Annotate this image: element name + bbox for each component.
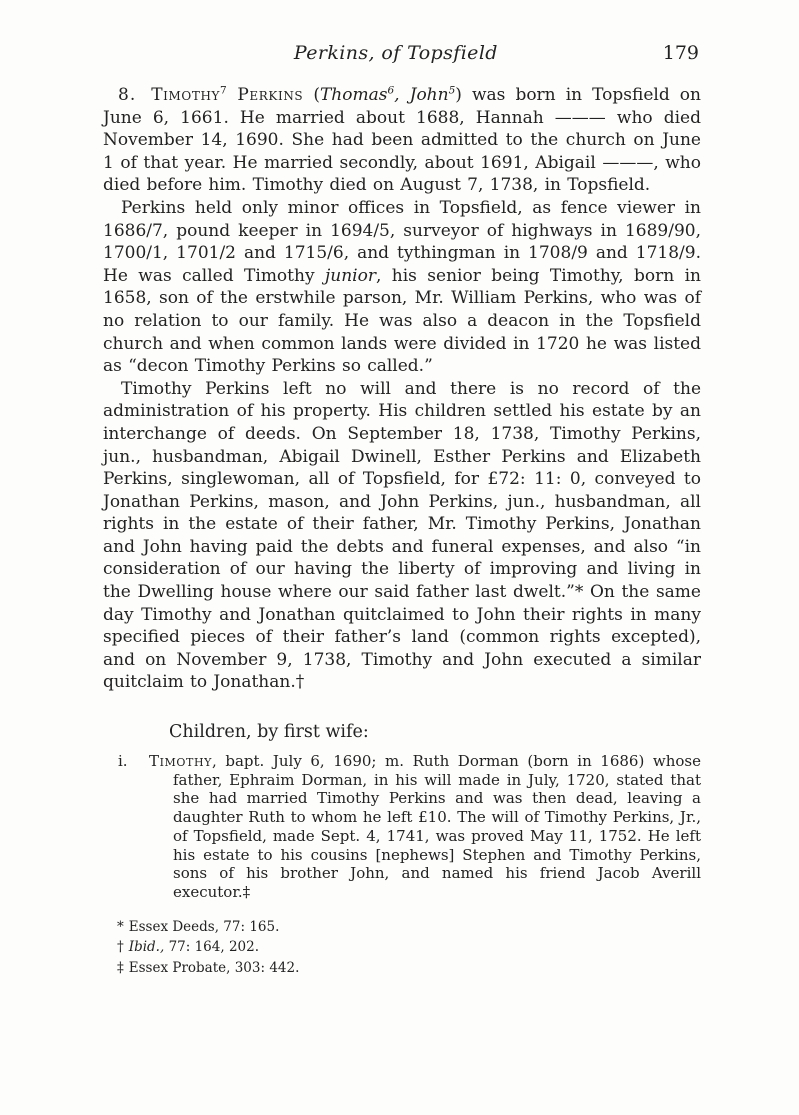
- footnote-marker-asterisk: *: [117, 918, 124, 935]
- footnote-asterisk: [117, 917, 701, 938]
- footnote-italic-1: Ibid.,: [128, 939, 165, 956]
- child-roman-numeral: i.: [118, 752, 128, 771]
- running-head: [103, 42, 701, 68]
- paragraph-offices: [103, 197, 701, 378]
- lineage-gen-1: 6: [387, 84, 395, 97]
- footnotes: [117, 917, 701, 979]
- child-entry-i: [118, 752, 701, 902]
- paragraph-offices-text-b: , his senior being Timothy, born in 1658, son of the erstwhile parson, Mr. William Perkins, who was of no relation to our family. He was also a deacon in the Topsfield church and when common lands were divided in 1720 he was listed as “decon Timothy Perkins so called.”: [103, 265, 701, 377]
- lineage-name-1: Thomas: [319, 85, 388, 105]
- entry-text: was born in Topsfield on June 6, 1661. He married about 1688, Hannah ——— who died November 14, 1690. She had been admitted to the church on June 1 of that year. He married secondly, about 1691, Abigail ———, who died before him. Timothy died on August 7, 1738, in Topsfield.: [103, 85, 701, 196]
- children-heading: Children, by first wife:: [169, 722, 369, 743]
- footnote-text-0: Essex Deeds, 77: 165.: [128, 918, 280, 935]
- paragraph-entry-8: [103, 84, 701, 197]
- page-number: 179: [662, 42, 699, 64]
- lineage-paren-open: (: [303, 85, 320, 105]
- text-block: [103, 84, 701, 978]
- junior-italic: junior: [324, 265, 376, 286]
- paragraph-offices-text-a: Perkins held only minor offices in Topsfield, as fence viewer in 1686/7, pound keeper in 1694/5, surveyor of highways in 1689/90, 1700/1, 1701/2 and 1715/6, and tythingman in 1708/9 and 1718/9. He was called Timothy: [103, 197, 701, 286]
- entry-given-name: Timothy: [151, 85, 221, 105]
- child-text: , bapt. July 6, 1690; m. Ruth Dorman (born in 1686) whose father, Ephraim Dorman, in his will made in July, 1720, stated that she had married Timothy Perkins and was then dead, leaving a daughter Ruth to whom he left £10. The will of Timothy Perkins, Jr., of Topsfield, made Sept. 4, 1741, was proved May 11, 1752. He left his estate to his cousins [nephews] Stephen and Timothy Perkins, sons of his brother John, and named his friend Jacob Averill executor.‡: [173, 752, 701, 901]
- footnote-text-1: 77: 164, 202.: [164, 939, 259, 956]
- lineage-separator: ,: [394, 85, 410, 105]
- lineage-name-2: John: [409, 85, 449, 105]
- lineage-gen-2: 5: [448, 84, 456, 97]
- lineage-paren-close: ): [455, 85, 472, 105]
- footnote-double-dagger: [117, 958, 701, 979]
- paragraph-estate: Timothy Perkins left no will and there is no record of the administration of his property. His children settled his estate by an interchange of deeds. On September 18, 1738, Timothy Perkins, jun., husbandman, Abigail Dwinell, Esther Perkins and Elizabeth Perkins, singlewoman, all of Topsfield, for £72: 11: 0, conveyed to Jonathan Perkins, mason, and John Perkins, jun., husbandman, all rights in the estate of their father, Mr. Timothy Perkins, Jonathan and John having paid the debts and funeral expenses, and also “in consideration of our having the liberty of improving and living in the Dwelling house where our said father last dwelt.”* On the same day Timothy and Jonathan quitclaimed to John their rights in many specified pieces of their father’s land (common rights excepted), and on November 9, 1738, Timothy and John executed a similar quitclaim to Jonathan.†: [103, 378, 701, 693]
- entry-number: 8.: [118, 85, 137, 105]
- footnote-marker-dagger: †: [117, 939, 124, 956]
- footnote-text-2: Essex Probate, 303: 442.: [128, 959, 300, 976]
- footnote-dagger: [117, 937, 701, 958]
- child-name: Timothy: [149, 752, 213, 771]
- entry-surname: Perkins: [226, 85, 304, 105]
- footnote-marker-double-dagger: ‡: [117, 959, 124, 976]
- running-title: Perkins, of Topsfield: [293, 42, 498, 64]
- generation-superscript: 7: [220, 84, 227, 97]
